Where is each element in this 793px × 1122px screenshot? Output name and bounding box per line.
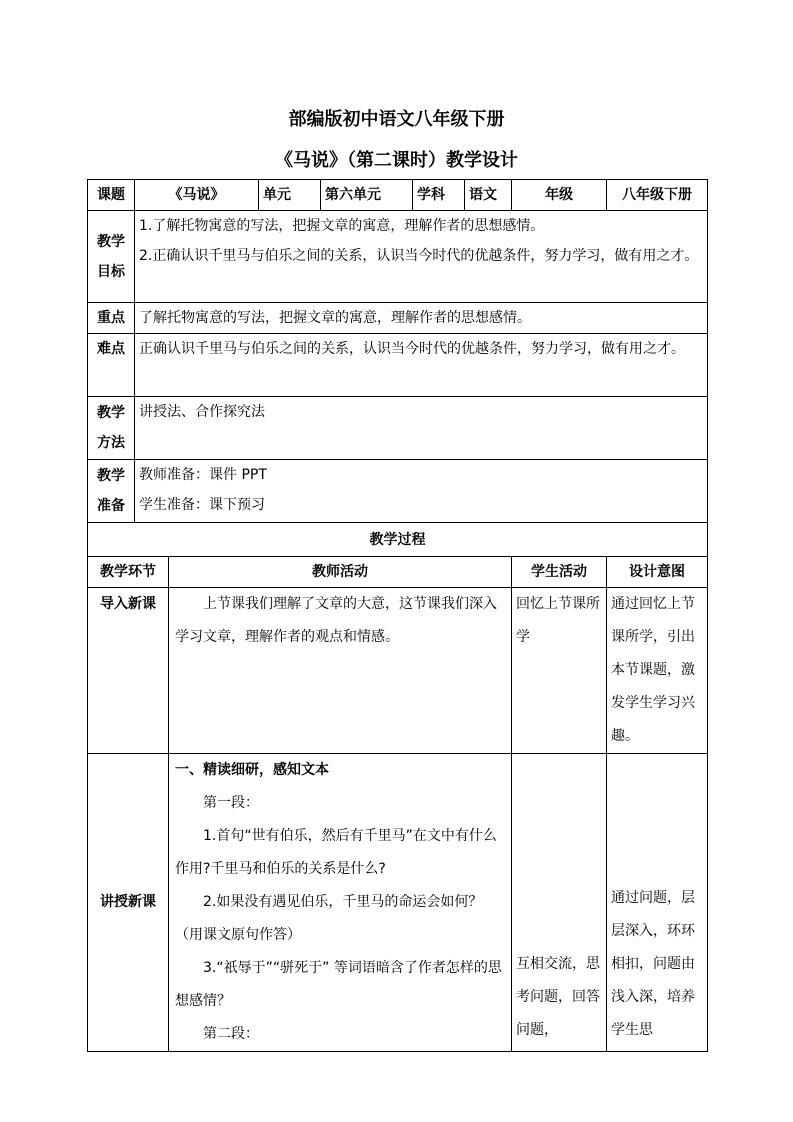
lecture-para2: 第二段：	[203, 1026, 259, 1042]
intro-intent: 通过回忆上节课所学，引出本节课题，激发学生学习兴趣。	[607, 588, 708, 754]
prep-label: 教学准备	[88, 460, 135, 523]
lecture-student: 互相交流，思考问题，回答问题，	[512, 754, 607, 1052]
prep-student: 学生准备：课下预习	[139, 497, 265, 513]
difficulty-label: 难点	[88, 334, 135, 397]
lesson-title: 《马说》（第二课时）教学设计	[275, 150, 518, 171]
lecture-question-2: 2.如果没有遇见伯乐，千里马的命运会如何？（用课文原句作答）	[175, 894, 483, 943]
col-header-intent: 设计意图	[607, 557, 708, 588]
goal-item: 2.正确认识千里马与伯乐之间的关系，认识当今时代的优越条件，努力学习，做有用之才。	[139, 248, 699, 264]
keypoint-text: 了解托物寓意的写法，把握文章的寓意，理解作者的思想感情。	[135, 303, 708, 334]
unit-value: 第六单元	[321, 180, 413, 211]
subject-value: 语文	[465, 180, 512, 211]
prep-teacher: 教师准备：课件 PPT	[139, 467, 267, 483]
topic-value: 《马说》	[135, 180, 259, 211]
grade-label: 年级	[512, 180, 607, 211]
lecture-stage: 讲授新课	[88, 754, 169, 1052]
col-header-teacher: 教师活动	[169, 557, 512, 588]
goal-item: 1.了解托物寓意的写法，把握文章的寓意，理解作者的思想感情。	[139, 218, 545, 234]
lesson-plan-table	[87, 179, 708, 1052]
prep-content	[135, 460, 708, 523]
intro-stage: 导入新课	[88, 588, 169, 754]
method-label: 教学方法	[88, 397, 135, 460]
grade-value: 八年级下册	[607, 180, 708, 211]
col-header-student: 学生活动	[512, 557, 607, 588]
unit-label: 单元	[259, 180, 321, 211]
col-header-stage: 教学环节	[88, 557, 169, 588]
subject-label: 学科	[413, 180, 465, 211]
process-title: 教学过程	[88, 523, 708, 557]
topic-label: 课题	[88, 180, 135, 211]
goals-content	[135, 211, 708, 303]
lecture-question-1: 1.首句“世有伯乐，然后有千里马”在文中有什么作用?千里马和伯乐的关系是什么?	[175, 828, 497, 877]
lecture-question-3: 3.“祇辱于”“骈死于” 等词语暗含了作者怎样的思想感情？	[175, 960, 502, 1009]
keypoint-label: 重点	[88, 303, 135, 334]
goals-label: 教学目标	[88, 211, 135, 303]
lecture-heading: 一、精读细研，感知文本	[175, 762, 329, 778]
intro-teacher: 上节课我们理解了文章的大意，这节课我们深入学习文章，理解作者的观点和情感。	[169, 588, 512, 754]
lecture-para1: 第一段：	[203, 795, 259, 811]
lecture-teacher	[169, 754, 512, 1052]
method-text: 讲授法、合作探究法	[135, 397, 708, 460]
intro-student: 回忆上节课所学	[512, 588, 607, 754]
lecture-intent: 通过问题，层层深入，环环相扣，问题由浅入深，培养学生思	[607, 754, 708, 1052]
document-title: 部编版初中语文八年级下册	[288, 109, 505, 130]
difficulty-text: 正确认识千里马与伯乐之间的关系，认识当今时代的优越条件，努力学习，做有用之才。	[135, 334, 708, 397]
